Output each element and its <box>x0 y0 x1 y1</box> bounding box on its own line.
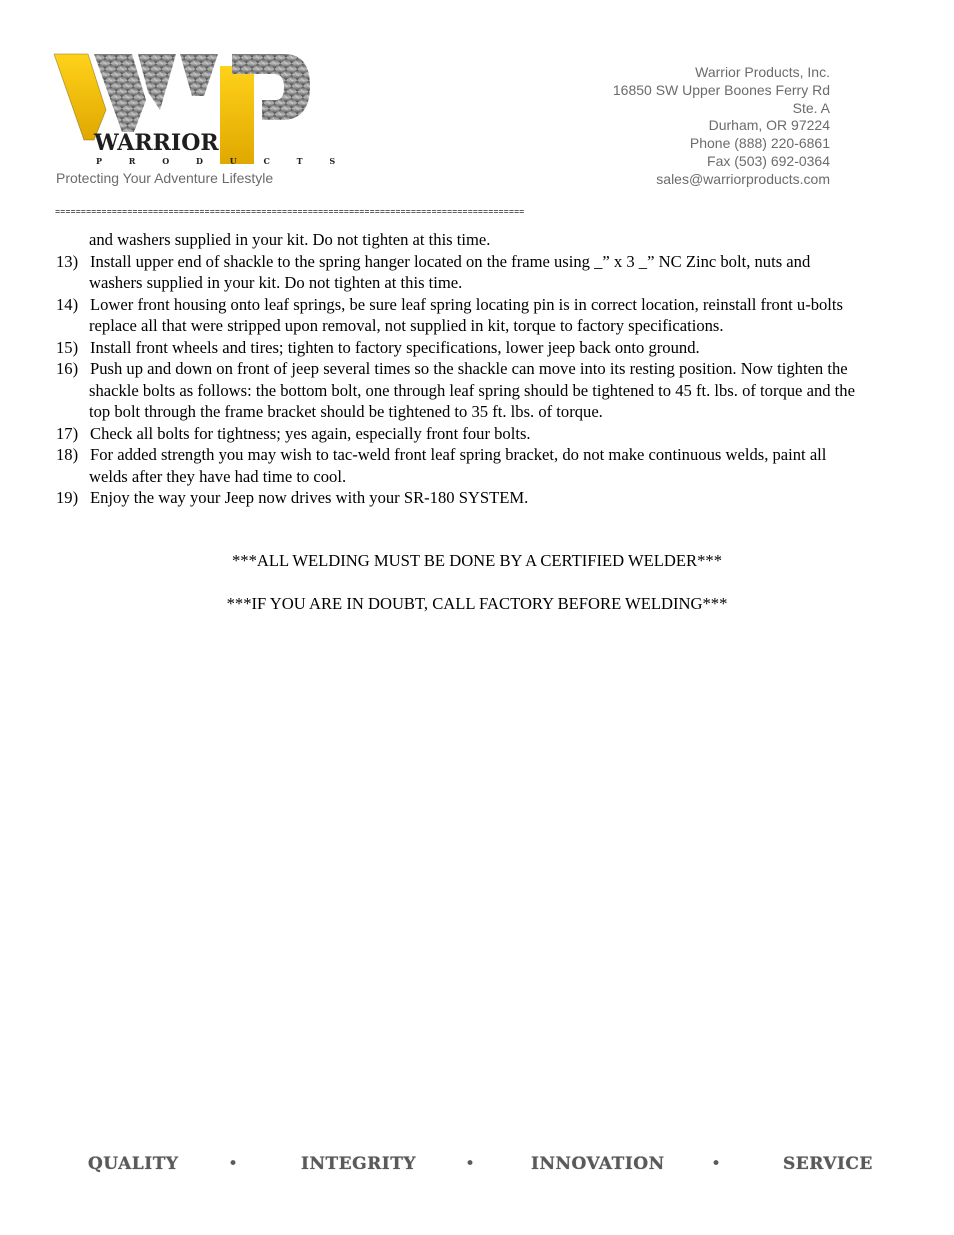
address-fax: Fax (503) 692-0364 <box>707 152 830 169</box>
step-16 <box>56 358 954 380</box>
step-number: 16) <box>56 359 79 378</box>
step-17 <box>56 423 954 445</box>
footer-separator: • <box>465 1154 476 1174</box>
company-tagline: Protecting Your Adventure Lifestyle <box>56 170 274 186</box>
instruction-steps <box>56 229 954 509</box>
step-18-line-2: welds after they have had time to cool. <box>89 466 347 486</box>
step-number: 19) <box>56 488 79 507</box>
step-18 <box>56 444 954 466</box>
step-13-line-2: washers supplied in your kit. Do not tighten at this time. <box>89 273 463 292</box>
step-text: Lower front housing onto leaf springs, be sure leaf spring locating pin is in correct location, reinstall front u-bolts <box>90 294 843 314</box>
step-19 <box>56 487 954 509</box>
step-text: For added strength you may wish to tac-weld front leaf spring bracket, do not make continuous welds, paint all <box>90 445 827 464</box>
logo-subtext: P R O D U C T S <box>96 156 348 166</box>
step-13 <box>56 251 954 273</box>
step-number: 17) <box>56 423 79 443</box>
step-15 <box>56 337 954 359</box>
footer-innovation: INNOVATION <box>531 1154 665 1174</box>
step-text: Enjoy the way your Jeep now drives with your SR-180 SYSTEM. <box>90 488 529 507</box>
address-street: 16850 SW Upper Boones Ferry Rd <box>612 81 830 98</box>
footer-separator: • <box>228 1154 239 1174</box>
logo-graphic <box>54 52 348 168</box>
step-number: 13) <box>56 251 79 271</box>
step-number: 15) <box>56 337 79 357</box>
step-number: 18) <box>56 445 79 464</box>
address-city: Durham, OR 97224 <box>708 117 830 134</box>
step-continuation-line: and washers supplied in your kit. Do not tighten at this time. <box>89 230 491 249</box>
step-16-line-2: shackle bolts as follows: the bottom bolt, one through leaf spring should be tightened to 45 ft. lbs. of torque and the <box>89 380 855 400</box>
address-company-name: Warrior Products, Inc. <box>695 64 830 80</box>
step-16-line-3: top bolt through the frame bracket should be tightened to 35 ft. lbs. of torque. <box>89 402 603 421</box>
footer-quality: QUALITY <box>88 1154 179 1174</box>
step-text: Install front wheels and tires; tighten to factory specifications, lower jeep back onto ground. <box>90 337 700 357</box>
warrior-products-logo <box>54 52 348 168</box>
address-phone: Phone (888) 220-6861 <box>689 135 830 152</box>
address-email: sales@warriorproducts.com <box>656 170 830 187</box>
step-text: Push up and down on front of jeep several times so the shackle can move into its resting position. Now tighten the <box>90 359 848 378</box>
step-14 <box>56 294 954 316</box>
welding-notice-certified: ***ALL WELDING MUST BE DONE BY A CERTIFIED WELDER*** <box>231 551 723 570</box>
step-14-line-2: replace all that were stripped upon removal, not supplied in kit, torque to factory specifications. <box>89 316 724 335</box>
footer-service: SERVICE <box>783 1154 873 1174</box>
logo-wordmark: WARRIOR <box>94 130 219 156</box>
step-text: Install upper end of shackle to the spring hanger located on the frame using _” x 3 _” NC Zinc bolt, nuts and <box>90 251 811 271</box>
step-text: Check all bolts for tightness; yes again, especially front four bolts. <box>90 423 531 443</box>
address-suite: Ste. A <box>792 99 830 116</box>
welding-notice-doubt: ***IF YOU ARE IN DOUBT, CALL FACTORY BEFORE WELDING*** <box>226 594 728 613</box>
step-number: 14) <box>56 294 79 314</box>
footer-separator: • <box>711 1154 722 1174</box>
company-address <box>613 64 830 189</box>
footer-values <box>0 1154 954 1180</box>
header-divider: =========================================================================================== <box>55 207 525 217</box>
footer-integrity: INTEGRITY <box>301 1154 416 1174</box>
